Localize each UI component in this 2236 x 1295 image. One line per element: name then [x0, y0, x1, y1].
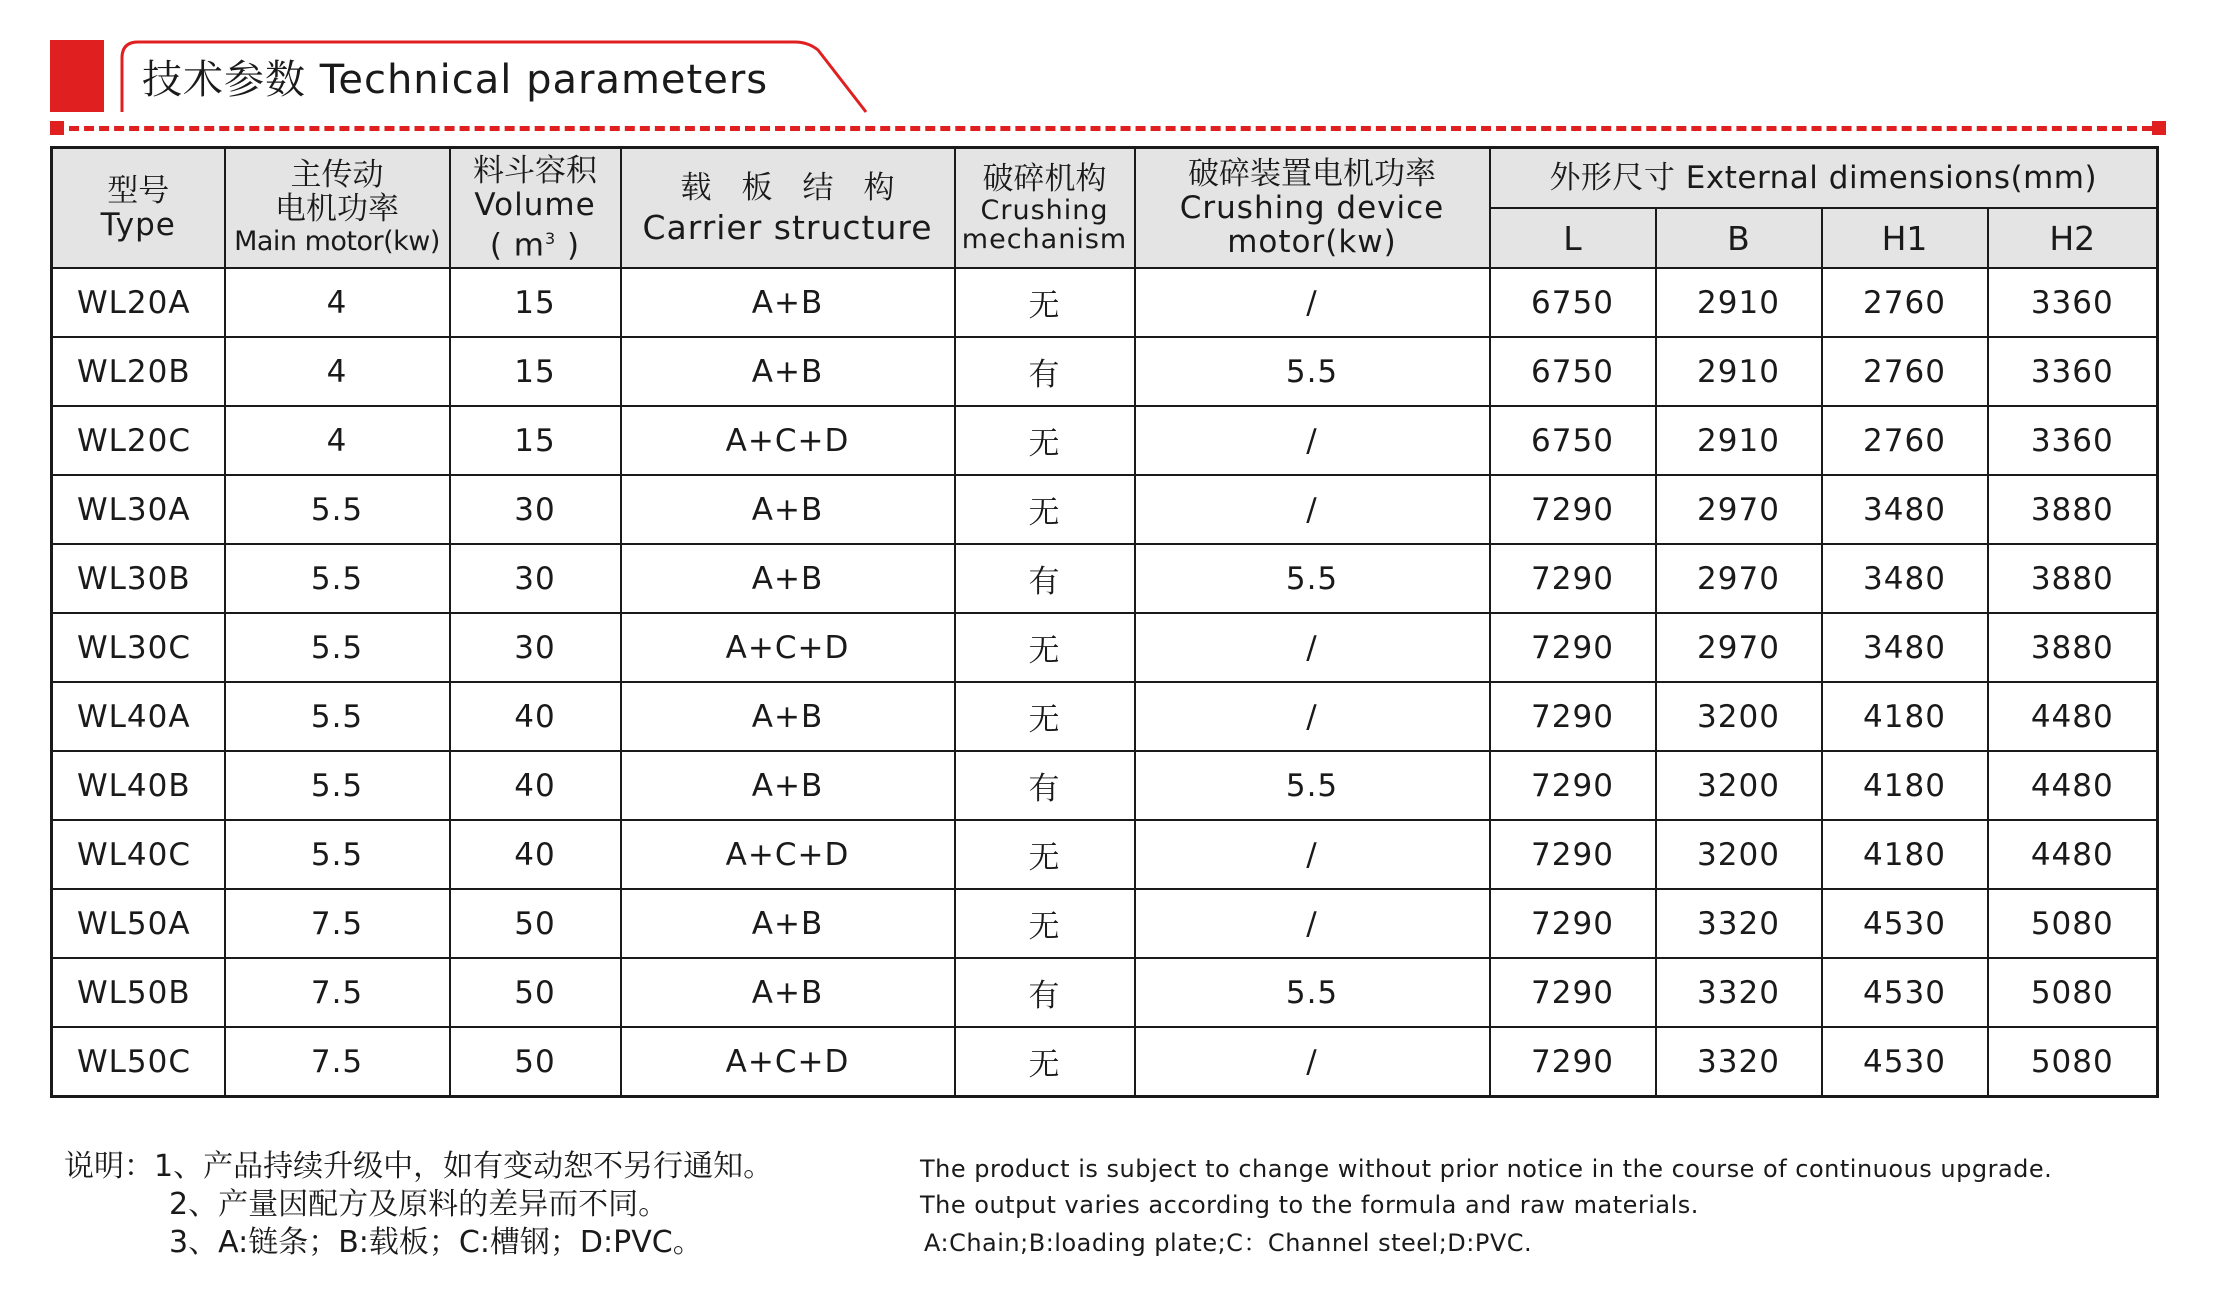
cell-motor: 5.5 [225, 682, 450, 751]
header-dim-h1: H1 [1822, 208, 1988, 268]
cell-b: 3200 [1656, 820, 1822, 889]
table-row [52, 337, 2158, 406]
cell-type: WL30A [52, 475, 225, 544]
cell-type: WL50A [52, 889, 225, 958]
table-row [52, 1027, 2158, 1097]
cell-volume: 30 [450, 613, 621, 682]
cell-b: 3320 [1656, 889, 1822, 958]
cell-h2: 5080 [1988, 889, 2158, 958]
cell-carrier: A+B [621, 475, 955, 544]
cell-b: 2910 [1656, 268, 1822, 337]
cell-crushing: 无 [955, 268, 1135, 337]
cell-l: 6750 [1490, 268, 1656, 337]
cell-b: 3320 [1656, 958, 1822, 1027]
cell-volume: 40 [450, 751, 621, 820]
page-title: 技术参数 Technical parameters [142, 57, 769, 103]
cell-l: 7290 [1490, 820, 1656, 889]
cell-device: 5.5 [1135, 337, 1490, 406]
cell-volume: 15 [450, 337, 621, 406]
cell-motor: 5.5 [225, 751, 450, 820]
table-row [52, 682, 2158, 751]
header-crushing-device-motor: 破碎装置电机功率 Crushing device motor(kw) [1135, 148, 1490, 269]
cell-carrier: A+C+D [621, 820, 955, 889]
cell-carrier: A+B [621, 751, 955, 820]
cell-carrier: A+B [621, 889, 955, 958]
cell-h2: 4480 [1988, 682, 2158, 751]
header-crushing-mechanism: 破碎机构 Crushing mechanism [955, 148, 1135, 269]
cell-crushing: 有 [955, 751, 1135, 820]
cell-h1: 4180 [1822, 682, 1988, 751]
cell-b: 2970 [1656, 544, 1822, 613]
cell-motor: 7.5 [225, 889, 450, 958]
cell-device: / [1135, 682, 1490, 751]
cell-l: 7290 [1490, 751, 1656, 820]
header-dim-b: B [1656, 208, 1822, 268]
cell-crushing: 有 [955, 958, 1135, 1027]
cell-h1: 3480 [1822, 475, 1988, 544]
cell-type: WL30C [52, 613, 225, 682]
cell-h2: 3360 [1988, 406, 2158, 475]
cell-carrier: A+C+D [621, 406, 955, 475]
cell-carrier: A+C+D [621, 613, 955, 682]
cell-h2: 3360 [1988, 337, 2158, 406]
table-row [52, 544, 2158, 613]
cell-b: 2970 [1656, 613, 1822, 682]
note-cn-2: 2、产量因配方及原料的差异而不同。 [169, 1187, 669, 1222]
table-row [52, 958, 2158, 1027]
cell-h1: 3480 [1822, 613, 1988, 682]
cell-type: WL50B [52, 958, 225, 1027]
cell-l: 7290 [1490, 475, 1656, 544]
cell-l: 7290 [1490, 1027, 1656, 1097]
cell-carrier: A+B [621, 544, 955, 613]
cell-device: / [1135, 889, 1490, 958]
cell-type: WL40A [52, 682, 225, 751]
cell-type: WL50C [52, 1027, 225, 1097]
cell-h2: 4480 [1988, 820, 2158, 889]
cell-l: 7290 [1490, 958, 1656, 1027]
note-en-3: A:Chain;B:loading plate;C：Channel steel;D:PVC. [924, 1229, 1533, 1257]
cell-h2: 5080 [1988, 1027, 2158, 1097]
table-row [52, 475, 2158, 544]
cell-h1: 4180 [1822, 751, 1988, 820]
cell-b: 3200 [1656, 751, 1822, 820]
cell-type: WL20B [52, 337, 225, 406]
cell-type: WL20C [52, 406, 225, 475]
cell-crushing: 无 [955, 682, 1135, 751]
cell-carrier: A+B [621, 958, 955, 1027]
cell-h2: 3360 [1988, 268, 2158, 337]
cell-h1: 4530 [1822, 889, 1988, 958]
table-row [52, 751, 2158, 820]
cell-carrier: A+C+D [621, 1027, 955, 1097]
cell-volume: 30 [450, 475, 621, 544]
cell-crushing: 无 [955, 820, 1135, 889]
header-volume: 料斗容积 Volume ( $m^3$ ) [450, 148, 621, 269]
cell-volume: 50 [450, 889, 621, 958]
cell-device: / [1135, 475, 1490, 544]
cell-crushing: 无 [955, 1027, 1135, 1097]
header-external-dimensions: 外形尺寸 External dimensions(mm) [1490, 148, 2158, 209]
cell-h1: 2760 [1822, 406, 1988, 475]
header-dashed-divider [54, 126, 2152, 131]
cell-crushing: 无 [955, 889, 1135, 958]
cell-type: WL40B [52, 751, 225, 820]
cell-b: 2970 [1656, 475, 1822, 544]
cell-h1: 2760 [1822, 268, 1988, 337]
cell-device: / [1135, 406, 1490, 475]
cell-volume: 15 [450, 406, 621, 475]
divider-end-dot-right [2152, 121, 2166, 135]
cell-h1: 4180 [1822, 820, 1988, 889]
table-row [52, 613, 2158, 682]
cell-carrier: A+B [621, 682, 955, 751]
cell-l: 6750 [1490, 337, 1656, 406]
note-en-1: The product is subject to change without prior notice in the course of continuous upgrade. [920, 1155, 2053, 1183]
cell-volume: 15 [450, 268, 621, 337]
cell-motor: 5.5 [225, 613, 450, 682]
cell-l: 7290 [1490, 682, 1656, 751]
cell-l: 6750 [1490, 406, 1656, 475]
header-carrier-structure: 载板结构 Carrier structure [621, 148, 955, 269]
technical-parameters-table [50, 146, 2159, 1098]
cell-b: 2910 [1656, 337, 1822, 406]
cell-h2: 5080 [1988, 958, 2158, 1027]
header-dim-l: L [1490, 208, 1656, 268]
cell-crushing: 有 [955, 544, 1135, 613]
table-body [52, 268, 2158, 1097]
cell-b: 3200 [1656, 682, 1822, 751]
cell-h1: 4530 [1822, 1027, 1988, 1097]
cell-volume: 50 [450, 1027, 621, 1097]
table-row [52, 268, 2158, 337]
cell-volume: 40 [450, 820, 621, 889]
cell-crushing: 无 [955, 475, 1135, 544]
cell-device: / [1135, 268, 1490, 337]
cell-type: WL30B [52, 544, 225, 613]
note-en-2: The output varies according to the formula and raw materials. [920, 1191, 1699, 1219]
cell-type: WL20A [52, 268, 225, 337]
cell-motor: 4 [225, 337, 450, 406]
cell-l: 7290 [1490, 889, 1656, 958]
header-type: 型号 Type [52, 148, 225, 269]
cell-crushing: 无 [955, 613, 1135, 682]
cell-h1: 4530 [1822, 958, 1988, 1027]
cell-carrier: A+B [621, 268, 955, 337]
cell-device: / [1135, 613, 1490, 682]
cell-b: 3320 [1656, 1027, 1822, 1097]
cell-type: WL40C [52, 820, 225, 889]
cell-b: 2910 [1656, 406, 1822, 475]
cell-volume: 30 [450, 544, 621, 613]
cell-device: 5.5 [1135, 544, 1490, 613]
cell-motor: 4 [225, 268, 450, 337]
cell-device: / [1135, 1027, 1490, 1097]
table-row [52, 889, 2158, 958]
divider-end-dot-left [50, 121, 64, 135]
note-cn-1: 说明：1、产品持续升级中，如有变动恕不另行通知。 [64, 1149, 774, 1184]
cell-device: 5.5 [1135, 958, 1490, 1027]
cell-h1: 2760 [1822, 337, 1988, 406]
table-row [52, 820, 2158, 889]
cell-motor: 5.5 [225, 544, 450, 613]
cell-h2: 3880 [1988, 475, 2158, 544]
cell-volume: 40 [450, 682, 621, 751]
cell-device: 5.5 [1135, 751, 1490, 820]
cell-h2: 3880 [1988, 544, 2158, 613]
cell-h2: 4480 [1988, 751, 2158, 820]
header-main-motor: 主传动 电机功率 Main motor(kw) [225, 148, 450, 269]
cell-l: 7290 [1490, 613, 1656, 682]
cell-crushing: 有 [955, 337, 1135, 406]
cell-device: / [1135, 820, 1490, 889]
cell-l: 7290 [1490, 544, 1656, 613]
cell-volume: 50 [450, 958, 621, 1027]
cell-motor: 4 [225, 406, 450, 475]
header-dim-h2: H2 [1988, 208, 2158, 268]
cell-h1: 3480 [1822, 544, 1988, 613]
cell-carrier: A+B [621, 337, 955, 406]
cell-motor: 5.5 [225, 820, 450, 889]
cell-h2: 3880 [1988, 613, 2158, 682]
cell-motor: 5.5 [225, 475, 450, 544]
table-row [52, 406, 2158, 475]
cell-motor: 7.5 [225, 1027, 450, 1097]
cell-motor: 7.5 [225, 958, 450, 1027]
note-cn-3: 3、A:链条；B:载板；C:槽钢；D:PVC。 [169, 1225, 703, 1260]
cell-crushing: 无 [955, 406, 1135, 475]
